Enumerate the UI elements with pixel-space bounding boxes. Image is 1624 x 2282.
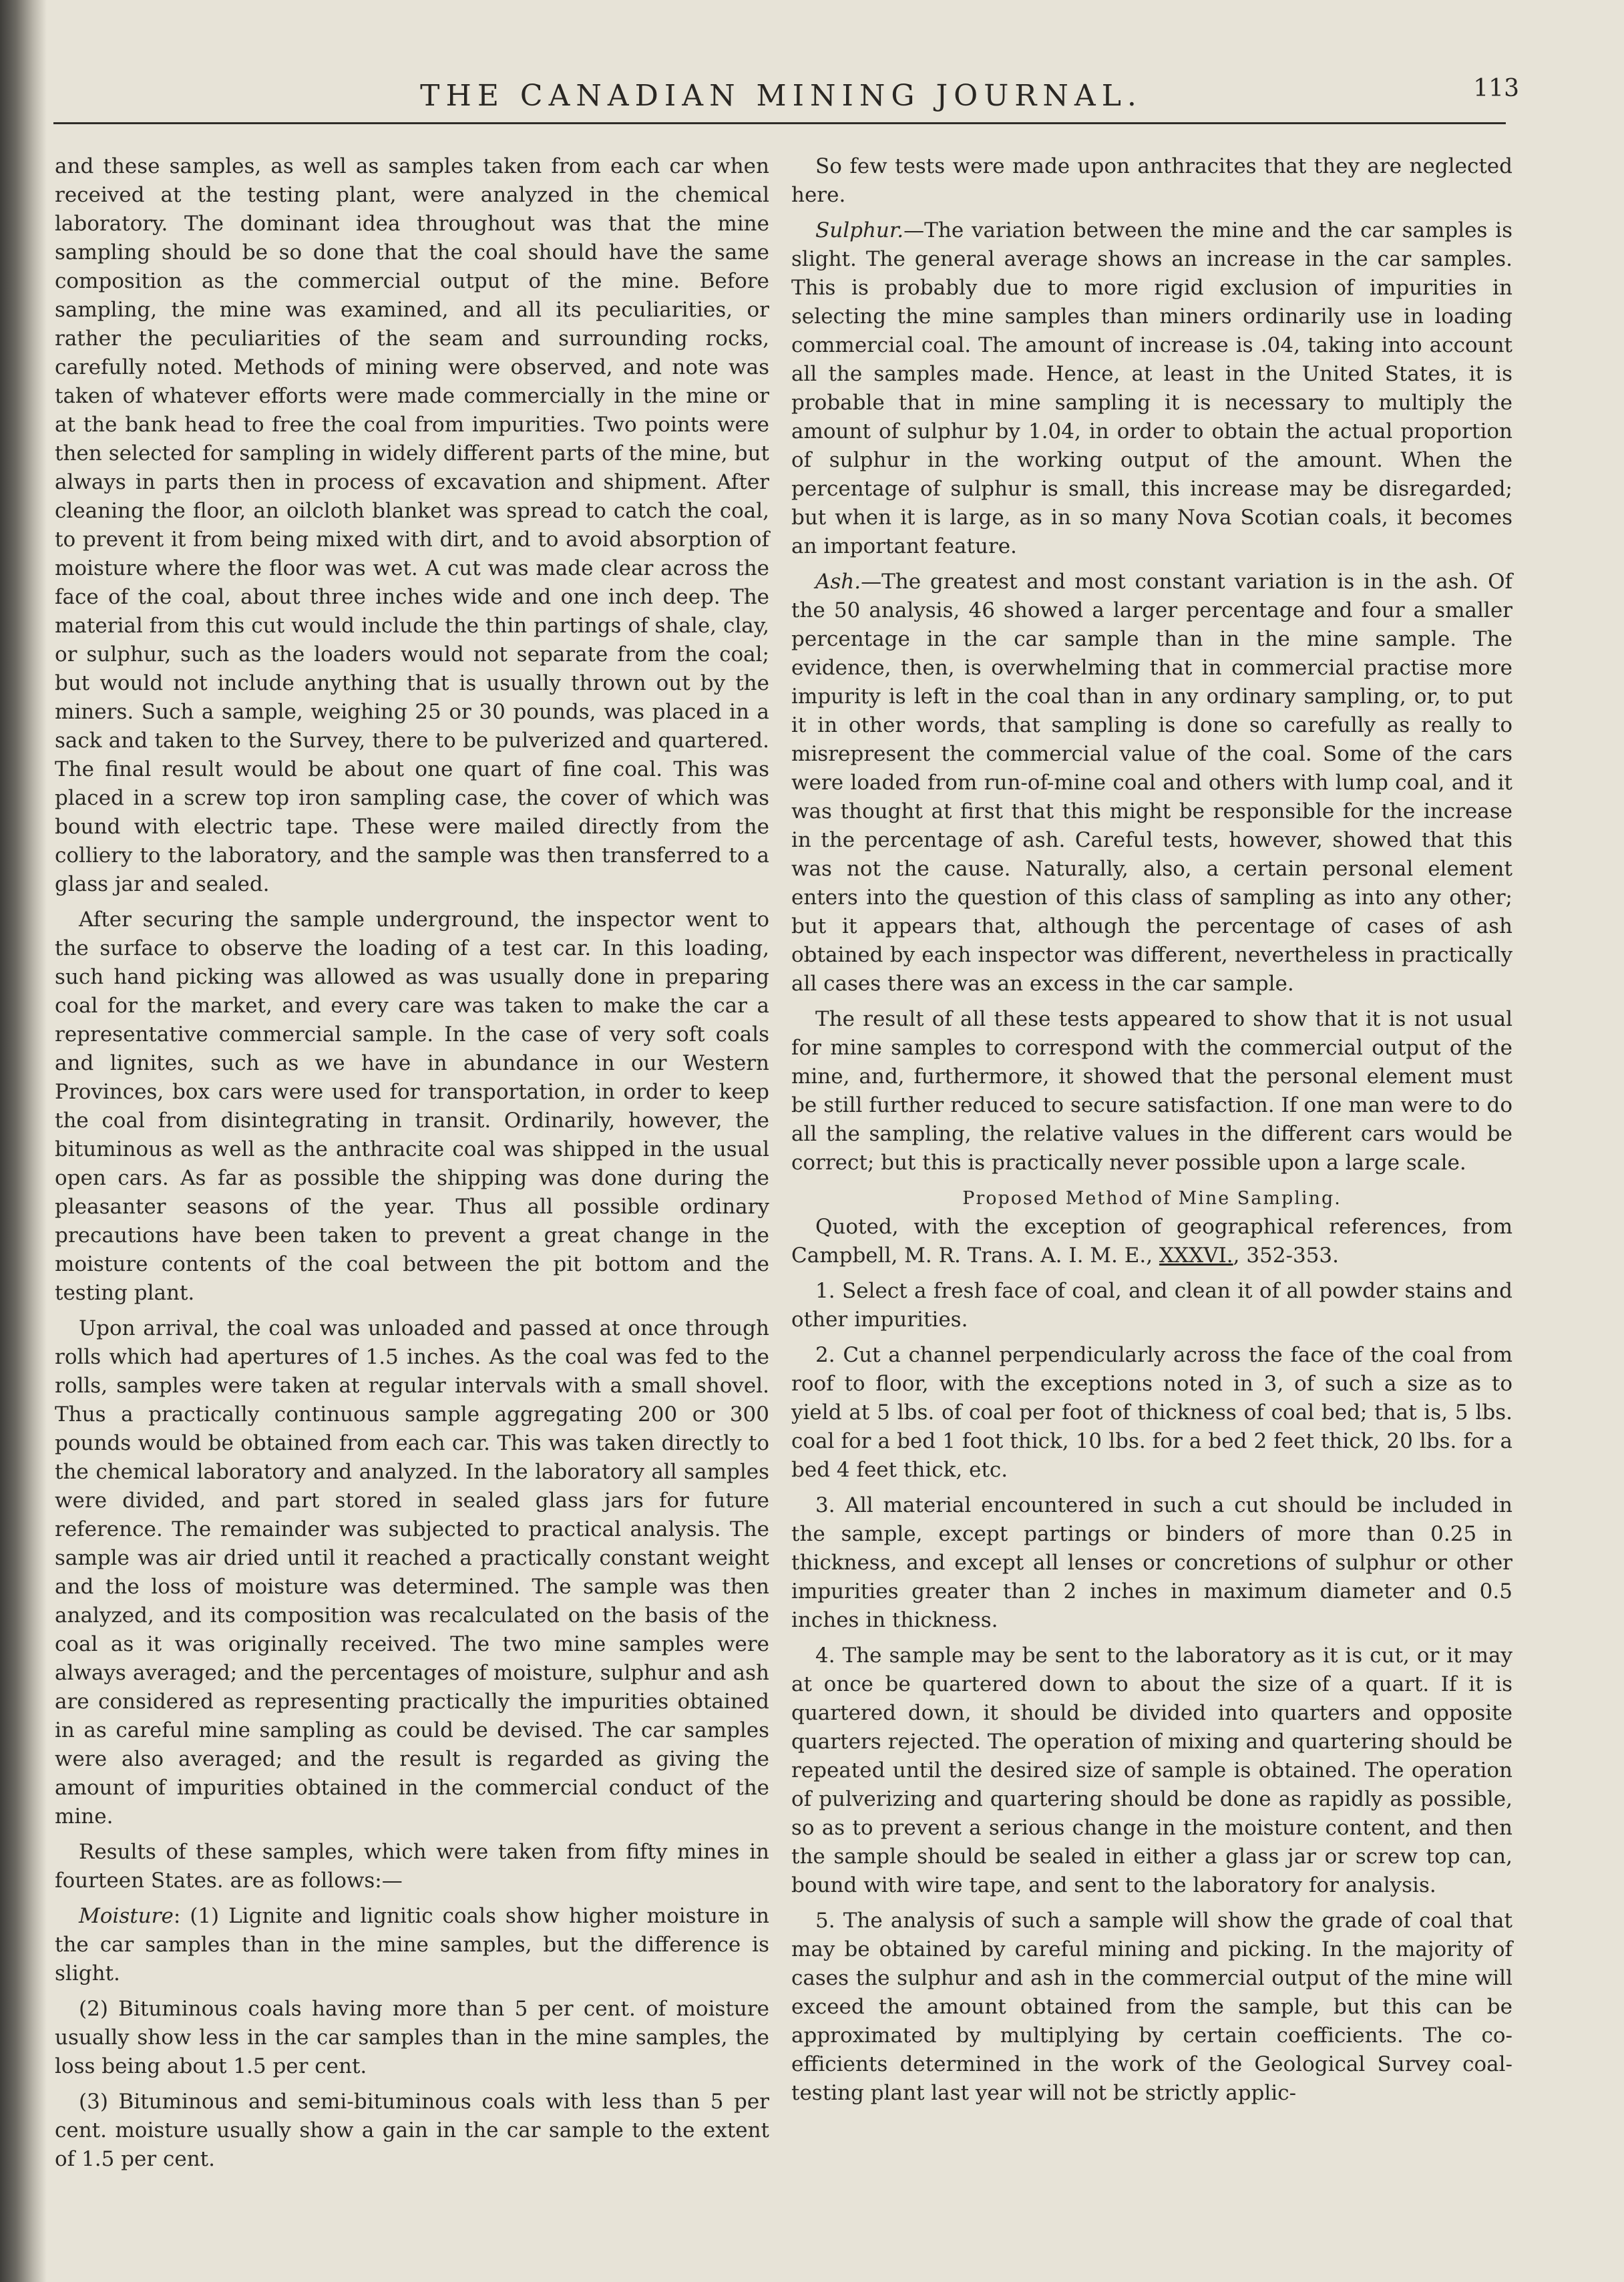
left-column [55,152,769,2180]
paragraph: (3) Bituminous and semi-bituminous coals with less than 5 per cent. moisture usually show a gain in the car sample to the extent of 1.5 per cent. [55,2090,769,2171]
citation-pages: , 352-353. [1233,1244,1340,1268]
paragraph: The result of all these tests appeared to show that it is not usual for mine samples to correspond with the commercial output of the mine, and, furthermore, it showed that the personal element must be still further reduced to secure satisfaction. If one man were to do all the sampling, the relative values in the different cars would be correct; but this is practically never possible upon a large scale. [791,1007,1512,1175]
paragraph: So few tests were made upon anthracites that they are neglected here. [791,154,1512,207]
ash-label: Ash. [815,570,861,594]
paragraph: and these samples, as well as samples taken from each car when received at the testing plant, were analyzed in the chemical laboratory. The dominant idea throughout was that the mine sampling should be so done that the coal should have the same composition as the commercial output of the mine. Before sampling, the mine was examined, and all its peculiarities, or rather the peculiarities of the seam and surrounding rocks, carefully noted. Methods of mining were observed, and note was taken of whatever efforts were made commercially in the mine or at the bank head to free the coal from impurities. Two points were then selected for sampling in widely different parts of the mine, but always in parts then in process of excavation and shipment. After cleaning the floor, an oilcloth blanket was spread to catch the coal, to prevent it from being mixed with dirt, and to avoid absorption of moisture where the floor was wet. A cut was made clear across the face of the coal, about three inches wide and one inch deep. The material from this cut would include the thin partings of shale, clay, or sulphur, such as the loaders would not separate from the coal; but would not include anything that is usually thrown out by the miners. Such a sample, weighing 25 or 30 pounds, was placed in a sack and taken to the Survey, there to be pulverized and quartered. The final result would be about one quart of fine coal. This was placed in a screw top iron sampling case, the cover of which was bound with electric tape. These were mailed directly from the colliery to the laboratory, and the sample was then transferred to a glass jar and sealed. [55,154,769,896]
volume-number: XXXVI. [1159,1244,1233,1268]
moisture-text: : (1) Lignite and lignitic coals show higher moisture in the car samples than in the mine samples, but the difference is slight. [55,1904,769,1985]
paragraph: Results of these samples, which were taken from fifty mines in fourteen States. are as follows:— [55,1840,769,1893]
list-item: 1. Select a fresh face of coal, and clean it of all powder stains and other impurities. [791,1279,1512,1332]
sulphur-paragraph [791,216,1512,561]
sulphur-label: Sulphur. [815,218,904,242]
list-item: 2. Cut a channel perpendicularly across the face of the coal from roof to floor, with the exceptions noted in 3, of such a size as to yield at 5 lbs. of coal per foot of thickness of coal bed; that is, 5 lbs. coal for a bed 1 foot thick, 10 lbs. for a bed 2 feet thick, 20 lbs. for a bed 4 feet thick, etc. [791,1343,1512,1482]
ash-paragraph [791,568,1512,998]
sulphur-text: —The variation between the mine and the car samples is slight. The general average shows an increase in the car samples. This is probably due to more rigid exclusion of impurities in selecting the mine samples than miners ordinarily use in loading commercial coal. The amount of increase is .04, taking into account all the samples made. Hence, at least in the United States, it is probable that in mine sampling it is necessary to multiply the amount of sulphur by 1.04, in order to obtain the actual proportion of sulphur in the working output of the amount. When the percentage of sulphur is small, this increase may be disregarded; but when it is large, as in so many Nova Scotian coals, it becomes an important feature. [791,218,1512,558]
paragraph: After securing the sample underground, the inspector went to the surface to observe the loading of a test car. In this loading, such hand picking was allowed as was usually done in preparing coal for the market, and every care was taken to make the car a representative commercial sample. In the case of very soft coals and lignites, such as we have in abundance in our Western Provinces, box cars were used for transportation, in order to keep the coal from disintegrating in transit. Ordinarily, however, the bituminous as well as the anthracite coal was shipped in the usual open cars. As far as possible the shipping was done during the pleasanter seasons of the year. Thus all possible ordinary precautions have been taken to prevent a great change in the moisture contents of the coal between the pit bottom and the testing plant. [55,908,769,1305]
ash-text: —The greatest and most constant variation is in the ash. Of the 50 analysis, 46 showed a larger percentage and four a smaller percentage in the car sample than in the mine sample. The evidence, then, is overwhelming that in commercial practise more impurity is left in the coal than in any ordinary sampling, or, to put it in other words, that sampling is done so carefully as really to misrepresent the commercial value of the coal. Some of the cars were loaded from run-of-mine coal and others with lump coal, and it was thought at first that this might be responsible for the increase in the percentage of ash. Careful tests, however, showed that this was not the cause. Naturally, also, a certain personal element enters into the question of this class of sampling as into any other; but it appears that, although the percentage of cases of ash obtained by each inspector was different, nevertheless in practically all cases there was an excess in the car sample. [791,570,1512,996]
list-item: 3. All material encountered in such a cut should be included in the sample, except partings or binders of more than 0.25 in thickness, and except all lenses or concretions of sulphur or other impurities greater than 2 inches in maximum diameter and 0.5 inches in thickness. [791,1493,1512,1632]
paragraph: (2) Bituminous coals having more than 5 per cent. of moisture usually show less in the car samples than in the mine samples, the loss being about 1.5 per cent. [55,1997,769,2078]
moisture-paragraph [55,1902,769,1988]
quote-citation [791,1213,1512,1270]
section-heading: Proposed Method of Mine Sampling. [962,1188,1342,1209]
header-rule [53,122,1506,124]
page-number: 113 [1473,75,1519,102]
citation-text: Quoted, with the exception of geographical references, from Campbell, M. R. Trans. A. I. M. E., [791,1215,1512,1268]
list-item: 4. The sample may be sent to the laboratory as it is cut, or it may at once be quartered down to about the size of a quart. If it is quartered down, it should be divided into quarters and opposite quarters rejected. The operation of mixing and quartering should be repeated until the desired size of sample is obtained. The operation of pulverizing and quartering should be done as rapidly as possible, so as to prevent a serious change in the moisture content, and then the sample should be sealed in either a glass jar or screw top can, bound with wire tape, and sent to the laboratory for analysis. [791,1644,1512,1897]
journal-title: THE CANADIAN MINING JOURNAL. [420,79,1143,113]
paragraph: Upon arrival, the coal was unloaded and passed at once through rolls which had apertures of 1.5 inches. As the coal was fed to the rolls, samples were taken at regular intervals with a small shovel. Thus a practically continuous sample aggregating 200 or 300 pounds would be obtained from each car. This was taken directly to the chemical laboratory and analyzed. In the laboratory all samples were divided, and part stored in sealed glass jars for future reference. The remainder was subjected to practical analysis. The sample was air dried until it reached a practically constant weight and the loss of moisture was determined. The sample was then analyzed, and its composition was recalculated on the basis of the coal as it was originally received. The two mine samples were always averaged; and the percentages of moisture, sulphur and ash are considered as representing practically the impurities obtained in as careful mine sampling as could be devised. The car samples were also averaged; and the result is regarded as giving the amount of impurities obtained in the commercial conduct of the mine. [55,1316,769,1829]
moisture-label: Moisture [79,1904,174,1928]
binding-shadow [0,0,47,2282]
list-item: 5. The analysis of such a sample will show the grade of coal that may be obtained by careful mining and picking. In the majority of cases the sulphur and ash in the commercial output of the mine will exceed the amount obtained from the sample, but this can be approximated by multiplying by certain coefficients. The co-efficients determined in the work of the Geological Survey coal-testing plant last year will not be strictly applic- [791,1909,1512,2105]
right-column [791,152,1512,2114]
